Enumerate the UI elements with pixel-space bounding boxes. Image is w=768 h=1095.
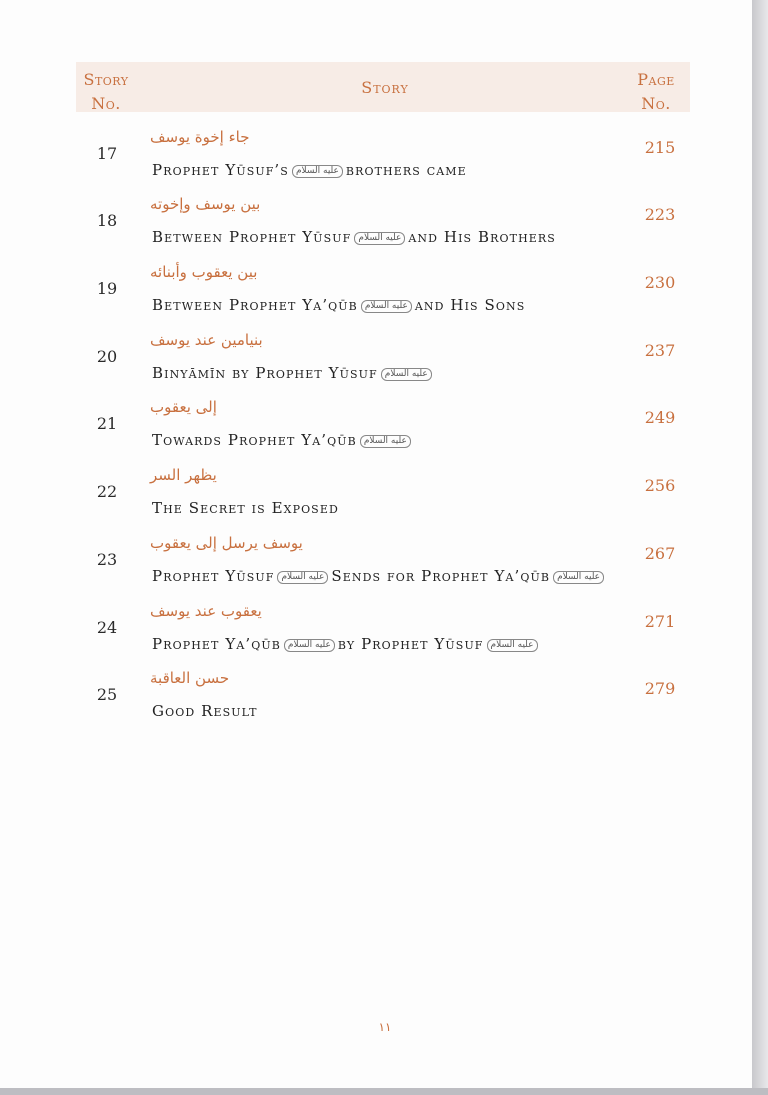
page-bottom-edge bbox=[0, 1088, 768, 1095]
honorific-icon: عليه السلام bbox=[277, 571, 328, 584]
arabic-title: يظهر السر bbox=[150, 466, 217, 484]
english-title-part: and His Sons bbox=[414, 296, 526, 314]
page-number: 215 bbox=[644, 138, 676, 157]
story-number: 19 bbox=[96, 279, 118, 298]
english-title-part: Sends for Prophet Ya’qūb bbox=[331, 567, 551, 585]
english-title-part: Prophet Yūsuf’s bbox=[152, 161, 289, 179]
page-number-header: Page No. bbox=[637, 70, 675, 113]
english-title-part: Between Prophet Yūsuf bbox=[152, 228, 352, 246]
arabic-title: حسن العاقبة bbox=[150, 669, 230, 687]
english-title bbox=[152, 702, 258, 720]
page-number: 237 bbox=[644, 341, 676, 360]
contents-row[interactable] bbox=[0, 195, 752, 266]
honorific-icon: عليه السلام bbox=[361, 300, 412, 313]
arabic-title: يوسف يرسل إلى يعقوب bbox=[150, 534, 303, 552]
english-title bbox=[152, 161, 467, 179]
contents-row[interactable] bbox=[0, 669, 752, 740]
honorific-icon: عليه السلام bbox=[354, 232, 405, 245]
page-number: 230 bbox=[644, 273, 676, 292]
story-number: 21 bbox=[96, 414, 118, 433]
english-title bbox=[152, 364, 435, 382]
contents-row[interactable] bbox=[0, 534, 752, 605]
contents-row[interactable] bbox=[0, 331, 752, 402]
story-number: 23 bbox=[96, 550, 118, 569]
page-number: 279 bbox=[644, 679, 676, 698]
contents-row[interactable] bbox=[0, 466, 752, 537]
contents-row[interactable] bbox=[0, 602, 752, 673]
english-title bbox=[152, 296, 525, 314]
honorific-icon: عليه السلام bbox=[360, 435, 411, 448]
arabic-title: يعقوب عند يوسف bbox=[150, 602, 262, 620]
story-header: Story bbox=[361, 78, 409, 97]
page-number: 271 bbox=[644, 612, 676, 631]
page-edge bbox=[752, 0, 768, 1095]
page-number: 267 bbox=[644, 544, 676, 563]
story-number: 22 bbox=[96, 482, 118, 501]
contents-row[interactable] bbox=[0, 263, 752, 334]
english-title bbox=[152, 567, 607, 585]
page-number: 256 bbox=[644, 476, 676, 495]
page-number: 223 bbox=[644, 205, 676, 224]
english-title bbox=[152, 635, 541, 653]
contents-row[interactable] bbox=[0, 128, 752, 199]
story-number: 17 bbox=[96, 144, 118, 163]
page-number: 249 bbox=[644, 408, 676, 427]
story-number: 18 bbox=[96, 211, 118, 230]
english-title-part: Between Prophet Ya’qūb bbox=[152, 296, 358, 314]
english-title-part: The Secret is Exposed bbox=[152, 499, 339, 517]
english-title bbox=[152, 431, 414, 449]
story-number: 20 bbox=[96, 347, 118, 366]
contents-row[interactable] bbox=[0, 398, 752, 469]
arabic-title: إلى يعقوب bbox=[150, 398, 217, 416]
arabic-title: جاء إخوة يوسف bbox=[150, 128, 250, 146]
honorific-icon: عليه السلام bbox=[487, 639, 538, 652]
english-title-part: Prophet Yūsuf bbox=[152, 567, 275, 585]
english-title-part: Binyāmīn by Prophet Yūsuf bbox=[152, 364, 378, 382]
page-folio: ١١ bbox=[378, 1020, 392, 1034]
english-title-part: and His Brothers bbox=[408, 228, 556, 246]
english-title bbox=[152, 228, 556, 246]
english-title-part: by Prophet Yūsuf bbox=[337, 635, 484, 653]
story-number: 24 bbox=[96, 618, 118, 637]
honorific-icon: عليه السلام bbox=[381, 368, 432, 381]
english-title-part: brothers came bbox=[345, 161, 467, 179]
arabic-title: بين يعقوب وأبنائه bbox=[150, 263, 258, 281]
story-number: 25 bbox=[96, 685, 118, 704]
honorific-icon: عليه السلام bbox=[553, 571, 604, 584]
english-title bbox=[152, 499, 339, 517]
honorific-icon: عليه السلام bbox=[292, 165, 343, 178]
arabic-title: بين يوسف وإخوته bbox=[150, 195, 261, 213]
honorific-icon: عليه السلام bbox=[284, 639, 335, 652]
story-number-header: Story No. bbox=[83, 70, 129, 113]
english-title-part: Prophet Ya’qūb bbox=[152, 635, 281, 653]
english-title-part: Good Result bbox=[152, 702, 258, 720]
arabic-title: بنيامين عند يوسف bbox=[150, 331, 263, 349]
english-title-part: Towards Prophet Ya’qūb bbox=[152, 431, 357, 449]
